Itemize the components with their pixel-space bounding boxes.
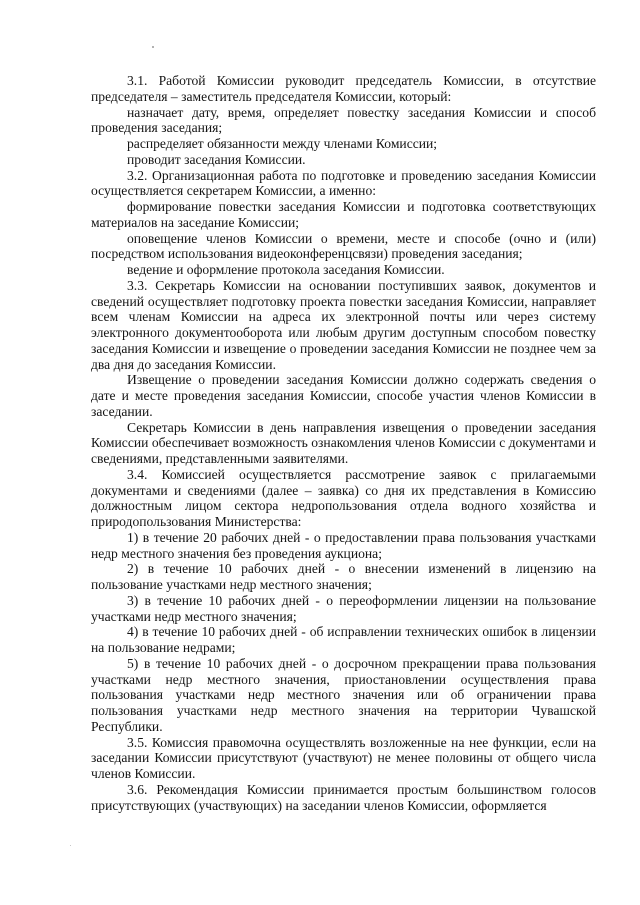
scan-artifact: [70, 845, 71, 846]
paragraph-3-2-item-agenda: формирование повестки заседания Комиссии и подготовка соответствующих материалов на заседание Комиссии;: [91, 199, 596, 230]
paragraph-3-1-item-schedule: назначает дату, время, определяет повестку заседания Комиссии и способ проведения заседания;: [91, 104, 596, 136]
paragraph-3-1-item-meetings: проводит заседания Комиссии.: [127, 151, 306, 167]
paragraph-3-1-item-duties: распределяет обязанности между членами Комиссии;: [127, 136, 438, 151]
document-body: [91, 73, 596, 813]
paragraph-3-2-item-minutes: ведение и оформление протокола заседания Комиссии.: [127, 262, 445, 277]
paragraph-3-1: 3.1. Работой Комиссии руководит председатель Комиссии, в отсутствие председателя – заместитель председателя Комиссии, который:: [91, 73, 596, 104]
paragraph-3-4-item-3: 3) в течение 10 рабочих дней - о переоформлении лицензии на пользование участками недр местного значения;: [91, 592, 596, 624]
paragraph-3-5: 3.5. Комиссия правомочна осуществлять возложенные на нее функции, если на заседании Комиссии присутствуют (участвуют) не менее половины от общего числа членов Комиссии.: [91, 734, 596, 781]
paragraph-3-6: 3.6. Рекомендация Комиссии принимается простым большинством голосов присутствующих (участвующих) на заседании членов Комиссии, оформляется: [91, 781, 596, 813]
paragraph-3-3-secretary: Секретарь Комиссии в день направления извещения о проведении заседания Комиссии обеспечивает возможность ознакомления членов Комиссии с документами и сведениями, представленными заявителями.: [91, 419, 596, 466]
paragraph-3-3: 3.3. Секретарь Комиссии на основании поступивших заявок, документов и сведений осуществляет подготовку проекта повестки заседания Комиссии, направляет всем членам Комиссии на адреса их электронной почты или через систему электронного документооборота или любым другим доступным способом повестку заседания Комиссии и извещение о проведении заседания Комиссии не позднее чем за два дня до заседания Комиссии.: [91, 277, 596, 372]
paragraph-3-2: 3.2. Организационная работа по подготовке и проведению заседания Комиссии осуществляется секретарем Комиссии, а именно:: [91, 167, 596, 199]
paragraph-3-4-item-4: 4) в течение 10 рабочих дней - об исправлении технических ошибок в лицензии на пользование недрами;: [91, 624, 596, 655]
paragraph-3-4-item-1: 1) в течение 20 рабочих дней - о предоставлении права пользования участками недр местного значения без проведения аукциона;: [91, 529, 596, 561]
paragraph-3-4-item-5: 5) в течение 10 рабочих дней - о досрочном прекращении права пользования участками недр местного значения, приостановлении осуществления права пользования участками недр местного значения или об ограничении права пользования участками недр местного значения на территории Чувашской Республики.: [91, 655, 596, 734]
paragraph-3-2-item-notice: оповещение членов Комиссии о времени, месте и способе (очно и (или) посредством использования видеоконференцсвязи) проведения заседания;: [91, 230, 596, 262]
paragraph-3-4: 3.4. Комиссией осуществляется рассмотрение заявок с прилагаемыми документами и сведениями (далее – заявка) со дня их представления в Комиссию должностным лицом сектора недропользования отдела водного хозяйства и природопользования Министерства:: [91, 466, 596, 529]
scan-artifact: [152, 46, 154, 48]
paragraph-3-3-notice-content: Извещение о проведении заседания Комиссии должно содержать сведения о дате и месте проведения заседания Комиссии, способе участия членов Комиссии в заседании.: [91, 372, 596, 419]
paragraph-3-4-item-2: 2) в течение 10 рабочих дней - о внесении изменений в лицензию на пользование участками недр местного значения;: [91, 561, 596, 592]
